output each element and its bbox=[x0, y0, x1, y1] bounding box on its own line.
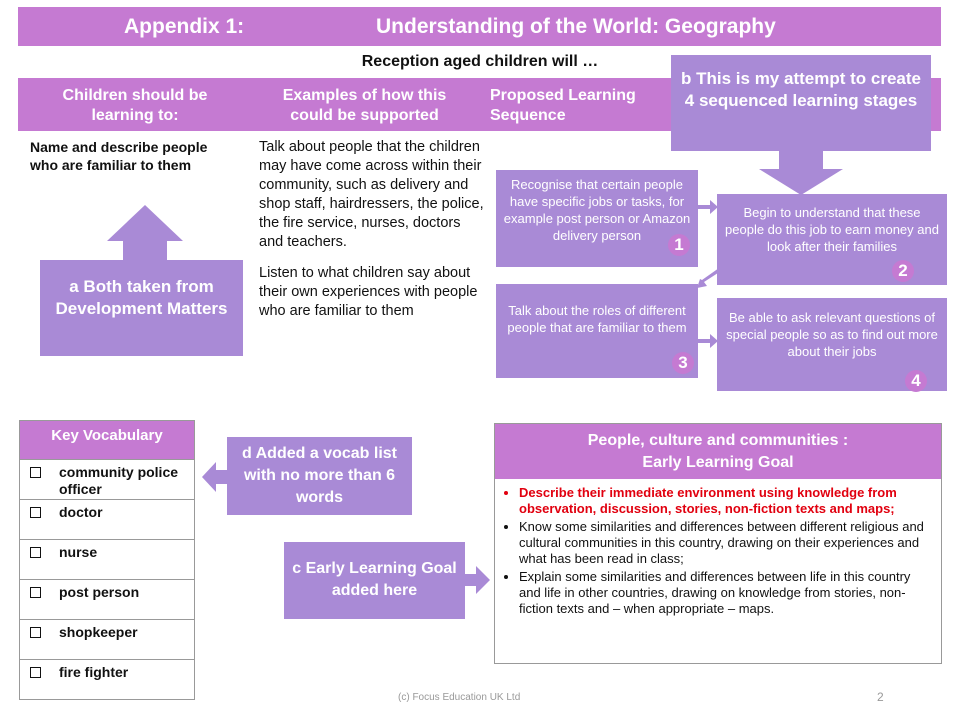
subtitle: Reception aged children will … bbox=[361, 53, 599, 70]
vocab-row bbox=[20, 499, 194, 539]
checkbox-icon bbox=[30, 587, 41, 598]
vocab-row bbox=[20, 539, 194, 579]
step-badge-1: 1 bbox=[668, 234, 690, 256]
sequence-step-2-text: Begin to understand that these people do this job to earn money and look after their families bbox=[725, 205, 939, 254]
checkbox-icon bbox=[30, 667, 41, 678]
vocab-word: fire fighter bbox=[59, 664, 129, 680]
annotation-d: d Added a vocab list with no more than 6 words bbox=[227, 437, 412, 515]
elg-header bbox=[495, 424, 941, 479]
vocab-word: nurse bbox=[59, 544, 98, 560]
elg-bullet: • Know some similarities and differences between different religious and cultural communities in this country, drawing on their experiences and what has been read in class; bbox=[519, 519, 935, 567]
footer-copyright: (c) Focus Education UK Ltd bbox=[398, 692, 521, 703]
sequence-step-3-text: Talk about the roles of different people that are familiar to them bbox=[507, 303, 687, 335]
examples-text bbox=[259, 138, 484, 321]
checkbox-icon bbox=[30, 547, 41, 558]
learning-goal-text: Name and describe people who are familiar to them bbox=[30, 139, 208, 173]
checkbox-icon bbox=[30, 507, 41, 518]
checkbox-icon bbox=[30, 627, 41, 638]
elg-bullet: • Describe their immediate environment using knowledge from observation, discussion, stories, non-fiction texts and maps; bbox=[519, 485, 935, 517]
elg-title-line2: Early Learning Goal bbox=[642, 454, 794, 471]
vocab-row bbox=[20, 459, 194, 499]
page-title: Understanding of the World: Geography bbox=[376, 15, 776, 38]
vocab-word: doctor bbox=[59, 504, 103, 520]
elg-title-line1: People, culture and communities : bbox=[587, 432, 849, 449]
step-badge-4: 4 bbox=[905, 370, 927, 392]
annotation-c: c Early Learning Goal added here bbox=[284, 542, 465, 619]
annotation-b: b This is my attempt to create 4 sequenced learning stages bbox=[671, 55, 931, 151]
page-number: 2 bbox=[877, 690, 884, 704]
checkbox-icon bbox=[30, 467, 41, 478]
vocab-row bbox=[20, 619, 194, 659]
early-learning-goal-box bbox=[494, 423, 942, 664]
sequence-step-4-text: Be able to ask relevant questions of special people so as to find out more about their jobs bbox=[726, 310, 938, 359]
arrow-right-c-icon bbox=[464, 566, 490, 594]
annotation-a: a Both taken from Development Matters bbox=[40, 260, 243, 356]
column-header-examples: Examples of how this could be supported bbox=[282, 87, 447, 124]
vocab-title: Key Vocabulary bbox=[20, 421, 194, 459]
vocab-table bbox=[19, 420, 195, 700]
vocab-row bbox=[20, 659, 194, 699]
arrow-right-1-icon bbox=[698, 200, 718, 214]
arrow-up-a-icon bbox=[105, 205, 185, 262]
elg-bullet-list bbox=[505, 485, 935, 617]
examples-paragraph-1: Talk about people that the children may have come across within their community, such as delivery and shop staff, hairdressers, the police, the fire service, nurses, doctors and teachers. bbox=[259, 139, 484, 250]
sequence-step-3 bbox=[496, 284, 698, 378]
sequence-step-1-text: Recognise that certain people have specific jobs or tasks, for example post person or Amazon delivery person bbox=[503, 177, 691, 243]
appendix-label: Appendix 1: bbox=[124, 15, 245, 38]
step-badge-3: 3 bbox=[672, 352, 694, 374]
vocab-word: community police officer bbox=[59, 464, 179, 497]
vocab-word: post person bbox=[59, 584, 140, 600]
vocab-word: shopkeeper bbox=[59, 624, 138, 640]
sequence-step-1 bbox=[496, 170, 698, 267]
arrow-diagonal-2-icon bbox=[697, 268, 721, 288]
arrow-down-b-icon bbox=[757, 151, 845, 195]
column-header-learning: Children should be learning to: bbox=[62, 87, 208, 124]
column-header-sequence: Proposed Learning Sequence bbox=[490, 87, 636, 124]
examples-paragraph-2: Listen to what children say about their own experiences with people who are familiar to them bbox=[259, 265, 478, 319]
step-badge-2: 2 bbox=[892, 260, 914, 282]
elg-bullet: • Explain some similarities and differences between life in this country and life in other countries, drawing on knowledge from stories, non-fiction texts and – when appropriate – maps. bbox=[519, 569, 935, 617]
arrow-right-3-icon bbox=[698, 334, 718, 348]
vocab-row bbox=[20, 579, 194, 619]
title-bar bbox=[18, 7, 941, 46]
arrow-left-d-icon bbox=[202, 462, 230, 492]
